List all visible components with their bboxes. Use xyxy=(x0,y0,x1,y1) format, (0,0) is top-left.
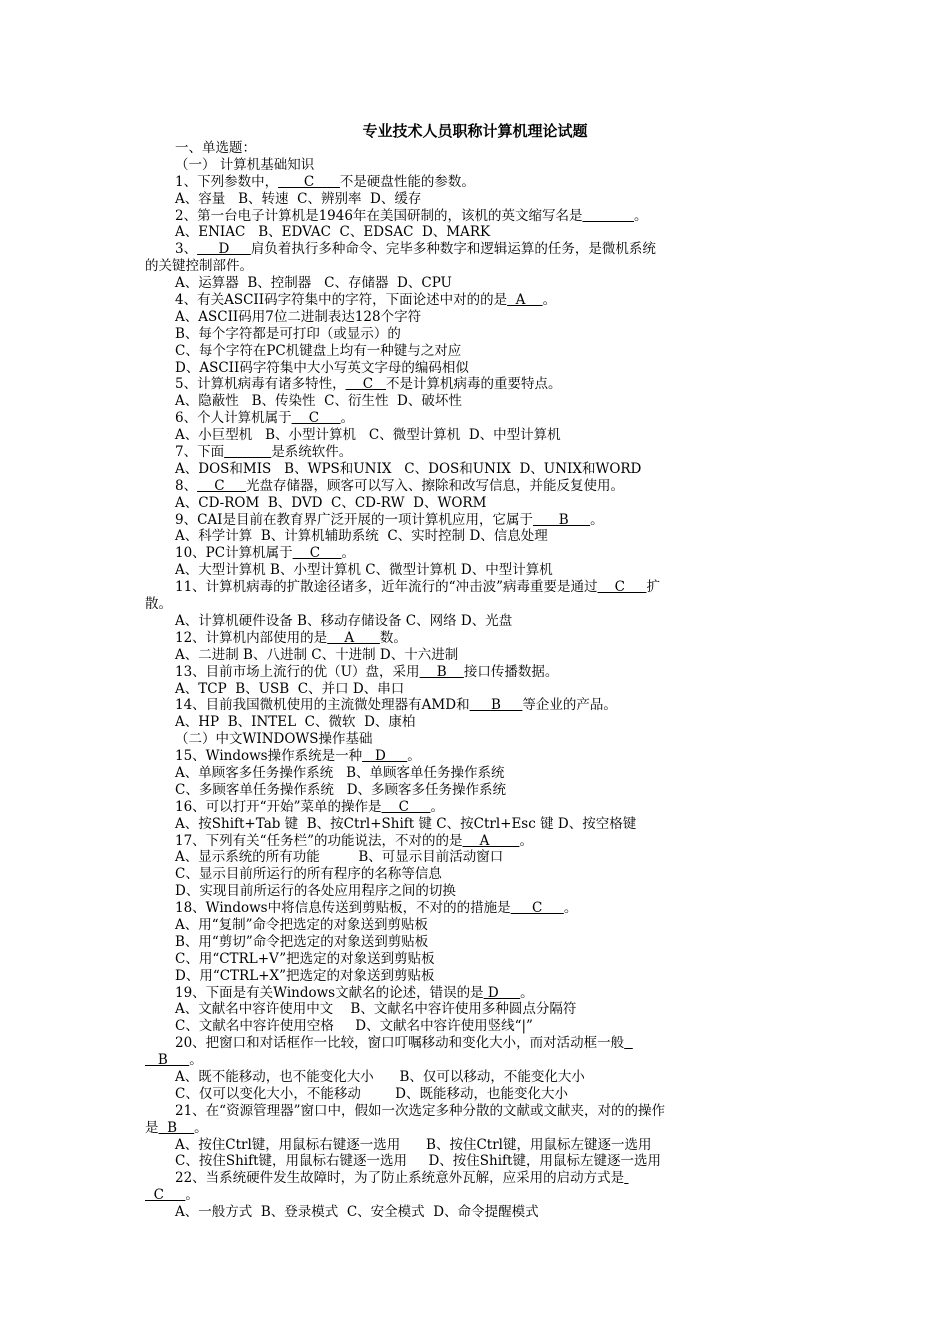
line-suffix: 。 xyxy=(563,900,578,917)
document-line xyxy=(145,681,805,698)
document-line xyxy=(145,630,805,647)
line-text: 6、个人计算机属于 xyxy=(175,410,292,427)
document-line xyxy=(145,292,805,309)
document-line xyxy=(145,748,805,765)
line-text: 2、第一台电子计算机是1946年在美国研制的，该机的英文缩写名是 xyxy=(175,207,583,224)
answer-blank: D xyxy=(362,748,408,765)
line-text: C、每个字符在PC机键盘上均有一种键与之对应 xyxy=(175,342,462,359)
answer-blank: C xyxy=(345,376,386,393)
line-text: A、运算器 B、控制器 C、存储器 D、CPU xyxy=(175,275,452,292)
document-line xyxy=(145,1035,805,1052)
document-line xyxy=(145,714,805,731)
document-line xyxy=(145,951,805,968)
line-text: A、DOS和MIS B、WPS和UNIX C、DOS和UNIX D、UNIX和WORD xyxy=(175,460,642,477)
line-text: 8、 xyxy=(175,477,198,494)
line-text: D、ASCII码字符集中大小写英文字母的编码相似 xyxy=(175,359,469,376)
document-line xyxy=(145,343,805,360)
document-line xyxy=(145,697,805,714)
line-suffix: 扩 xyxy=(646,579,660,596)
line-text: A、单顾客多任务操作系统 B、单顾客单任务操作系统 xyxy=(175,764,505,781)
document-line xyxy=(145,512,805,529)
document-line xyxy=(145,562,805,579)
document-line xyxy=(145,410,805,427)
line-text: A、HP B、INTEL C、微软 D、康柏 xyxy=(175,714,416,731)
line-text: 16、可以打开“开始”菜单的操作是 xyxy=(175,798,382,815)
line-text: B、用“剪切”命令把选定的对象送到剪贴板 xyxy=(175,933,429,950)
line-text: 14、目前我国微机使用的主流微处理器有AMD和 xyxy=(175,697,470,714)
line-text: A、隐蔽性 B、传染性 C、衍生性 D、破坏性 xyxy=(175,393,462,410)
document-line xyxy=(145,1103,805,1120)
document-body xyxy=(145,140,805,1221)
line-text: A、CD-ROM B、DVD C、CD-RW D、WORM xyxy=(175,494,487,511)
document-line xyxy=(145,224,805,241)
line-suffix: 光盘存储器，顾客可以写入、擦除和改写信息，并能反复使用。 xyxy=(246,477,625,494)
document-line xyxy=(145,140,805,157)
answer-blank: D xyxy=(483,984,521,1001)
line-suffix: 肩负着执行多种命令、完毕多种数字和逻辑运算的任务，是微机系统 xyxy=(250,241,656,258)
line-text: 一、单选题： xyxy=(175,140,256,156)
line-text: 5、计算机病毒有诸多特性， xyxy=(175,376,346,393)
document-line xyxy=(145,393,805,410)
line-text: D、用“CTRL+X”把选定的对象送到剪贴板 xyxy=(175,967,435,984)
answer-blank: A xyxy=(462,832,520,849)
document-line xyxy=(145,360,805,377)
document-line xyxy=(145,461,805,478)
document-line xyxy=(145,1001,805,1018)
answer-blank xyxy=(624,1170,628,1186)
line-text: A、文献名中容许使用中文 B、文献名中容许使用多种圆点分隔符 xyxy=(175,1001,577,1018)
line-text: 10、PC计算机属于 xyxy=(175,545,293,562)
document-line xyxy=(145,1052,805,1069)
line-suffix: 接口传播数据。 xyxy=(463,663,559,680)
line-text: A、显示系统的所有功能 B、可显示目前活动窗口 xyxy=(175,849,504,866)
document-line xyxy=(145,1153,805,1170)
document-line xyxy=(145,900,805,917)
answer-blank: C xyxy=(597,579,647,596)
document-line xyxy=(145,208,805,225)
line-text: 19、下面是有关Windows文献名的论述，错误的是 xyxy=(175,984,484,1001)
document-line xyxy=(145,275,805,292)
document-line xyxy=(145,664,805,681)
answer-blank: B xyxy=(158,1119,195,1136)
line-suffix: 数。 xyxy=(379,629,407,646)
line-text: D、实现目前所运行的各处应用程序之间的切换 xyxy=(175,883,456,900)
document-line xyxy=(145,1018,805,1035)
answer-blank xyxy=(624,1035,633,1051)
line-text: （一） 计算机基础知识 xyxy=(175,156,315,173)
line-text: A、小巨型机 B、小型计算机 C、微型计算机 D、中型计算机 xyxy=(175,427,561,444)
document-line xyxy=(145,883,805,900)
line-text: 11、计算机病毒的扩散途径诸多，近年流行的“冲击波”病毒重要是通过 xyxy=(175,579,598,596)
line-text: 7、下面 xyxy=(175,444,225,461)
line-suffix: 。 xyxy=(407,748,421,765)
line-text: A、按Shift+Tab 键 B、按Ctrl+Shift 键 C、按Ctrl+Esc 键 D、按空格键 xyxy=(175,815,637,832)
line-text: 的关键控制部件。 xyxy=(145,258,253,275)
document-line xyxy=(145,1086,805,1103)
document-line xyxy=(145,444,805,461)
document-line xyxy=(145,528,805,545)
line-suffix: 不是计算机病毒的重要特点。 xyxy=(385,376,562,393)
line-text: A、计算机硬件设备 B、移动存储设备 C、网络 D、光盘 xyxy=(175,612,513,629)
document-line xyxy=(145,157,805,174)
document-line xyxy=(145,241,805,258)
answer-blank: B xyxy=(419,663,464,680)
answer-blank: A xyxy=(327,629,380,646)
line-text: 是 xyxy=(145,1119,159,1136)
document-line xyxy=(145,1204,805,1221)
answer-blank: C xyxy=(197,477,247,494)
line-text: B、每个字符都是可打印（或显示）的 xyxy=(175,325,401,342)
document-line xyxy=(145,985,805,1002)
line-text: 15、Windows操作系统是一种 xyxy=(175,748,363,765)
document-line xyxy=(145,833,805,850)
line-text: A、ENIAC B、EDVAC C、EDSAC D、MARK xyxy=(175,224,491,241)
document-line xyxy=(145,816,805,833)
document-line xyxy=(145,799,805,816)
line-text: C、多顾客单任务操作系统 D、多顾客多任务操作系统 xyxy=(175,781,507,798)
document-line xyxy=(145,968,805,985)
answer-blank: C xyxy=(510,900,564,917)
document-line xyxy=(145,782,805,799)
answer-blank: A xyxy=(507,292,543,309)
line-text: 21、在“资源管理器”窗口中，假如一次选定多种分散的文献或文献夹，对的的操作 xyxy=(175,1102,665,1119)
line-text: 20、把窗口和对话框作一比较，窗口叮嘱移动和变化大小，而对活动框一般 xyxy=(175,1035,625,1052)
line-suffix: 。 xyxy=(189,1052,203,1069)
document-line xyxy=(145,647,805,664)
document-line xyxy=(145,1170,805,1187)
line-text: A、大型计算机 B、小型计算机 C、微型计算机 D、中型计算机 xyxy=(175,562,553,579)
document-line xyxy=(145,478,805,495)
document-line xyxy=(145,849,805,866)
answer-blank: B xyxy=(533,511,591,528)
document-line xyxy=(145,495,805,512)
line-text: C、用“CTRL+V”把选定的对象送到剪贴板 xyxy=(175,950,435,967)
document-line xyxy=(145,1120,805,1137)
line-text: A、既不能移动，也不能变化大小 B、仅可以移动，不能变化大小 xyxy=(175,1068,585,1085)
line-suffix: 。 xyxy=(194,1119,208,1136)
line-text: 22、当系统硬件发生故障时，为了防止系统意外瓦解，应采用的启动方式是 xyxy=(175,1170,625,1187)
answer-blank: C xyxy=(145,1187,186,1204)
answer-blank: C xyxy=(292,545,342,562)
document-line xyxy=(145,309,805,326)
document-line xyxy=(145,545,805,562)
line-text: A、二进制 B、八进制 C、十进制 D、十六进制 xyxy=(175,646,459,663)
line-suffix: 是系统软件。 xyxy=(271,444,353,461)
answer-blank: C xyxy=(278,173,340,190)
document-line xyxy=(145,191,805,208)
document-line xyxy=(145,731,805,748)
line-text: 散。 xyxy=(145,596,172,613)
line-text: A、TCP B、USB C、并口 D、串口 xyxy=(175,680,405,697)
line-suffix: 等企业的产品。 xyxy=(522,697,617,714)
document-line xyxy=(145,258,805,275)
line-text: 17、下列有关“任务栏”的功能说法，不对的的是 xyxy=(175,832,463,849)
document-line xyxy=(145,1187,805,1204)
document-line xyxy=(145,1069,805,1086)
line-text: C、文献名中容许使用空格 D、文献名中容许使用竖线“|” xyxy=(175,1018,533,1035)
line-text: （二）中文WINDOWS操作基础 xyxy=(175,731,373,748)
document-line xyxy=(145,326,805,343)
line-text: 9、CAI是目前在教育界广泛开展的一项计算机应用，它属于 xyxy=(175,511,533,528)
line-suffix: 。 xyxy=(590,511,604,528)
line-suffix: 。 xyxy=(341,545,356,562)
line-text: 12、计算机内部使用的是 xyxy=(175,629,328,646)
line-text: C、按住Shift键，用鼠标右键逐一选用 D、按住Shift键，用鼠标左键逐一选用 xyxy=(175,1153,661,1170)
answer-blank xyxy=(224,444,271,460)
document-line xyxy=(145,1137,805,1154)
line-suffix: 。 xyxy=(519,832,533,849)
line-text: A、容量 B、转速 C、辨别率 D、缓存 xyxy=(175,190,422,207)
line-text: C、显示目前所运行的所有程序的名称等信息 xyxy=(175,866,442,883)
line-suffix: 不是硬盘性能的参数。 xyxy=(339,173,475,190)
line-text: 13、目前市场上流行的优（U）盘，采用 xyxy=(175,663,420,680)
answer-blank: B xyxy=(469,697,523,714)
answer-blank: B xyxy=(145,1052,190,1069)
line-suffix: 。 xyxy=(633,207,648,224)
document-line xyxy=(145,765,805,782)
line-text: A、按住Ctrl键，用鼠标右键逐一选用 B、按住Ctrl键，用鼠标左键逐一选用 xyxy=(175,1136,652,1153)
document-line xyxy=(145,376,805,393)
answer-blank xyxy=(582,208,634,224)
answer-blank: C xyxy=(381,798,431,815)
answer-blank: C xyxy=(291,410,341,427)
line-text: 1、下列参数中， xyxy=(175,173,279,190)
line-text: 4、有关ASCII码字符集中的字符，下面论述中对的的是 xyxy=(175,292,508,309)
line-text: 3、 xyxy=(175,241,198,258)
document-line xyxy=(145,174,805,191)
document-line xyxy=(145,866,805,883)
document-line xyxy=(145,579,805,596)
document-line xyxy=(145,596,805,613)
line-text: C、仅可以变化大小，不能移动 D、既能移动，也能变化大小 xyxy=(175,1085,568,1102)
line-suffix: 。 xyxy=(542,292,557,309)
document-line xyxy=(145,917,805,934)
page-title: 专业技术人员职称计算机理论试题 xyxy=(362,122,588,140)
line-suffix: 。 xyxy=(520,984,534,1001)
line-text: A、科学计算 B、计算机辅助系统 C、实时控制 D、信息处理 xyxy=(175,528,548,545)
document-line xyxy=(145,934,805,951)
line-text: A、一般方式 B、登录模式 C、安全模式 D、命令提醒模式 xyxy=(175,1204,539,1221)
line-text: 18、Windows中将信息传送到剪贴板，不对的的措施是 xyxy=(175,900,511,917)
line-text: A、用“复制”命令把选定的对象送到剪贴板 xyxy=(175,916,429,933)
line-suffix: 。 xyxy=(185,1187,199,1204)
line-suffix: 。 xyxy=(430,798,444,815)
document-line xyxy=(145,427,805,444)
document-line xyxy=(145,613,805,630)
answer-blank: D xyxy=(197,241,251,258)
line-suffix: 。 xyxy=(340,410,355,427)
line-text: A、ASCII码用7位二进制表达128个字符 xyxy=(175,308,422,325)
